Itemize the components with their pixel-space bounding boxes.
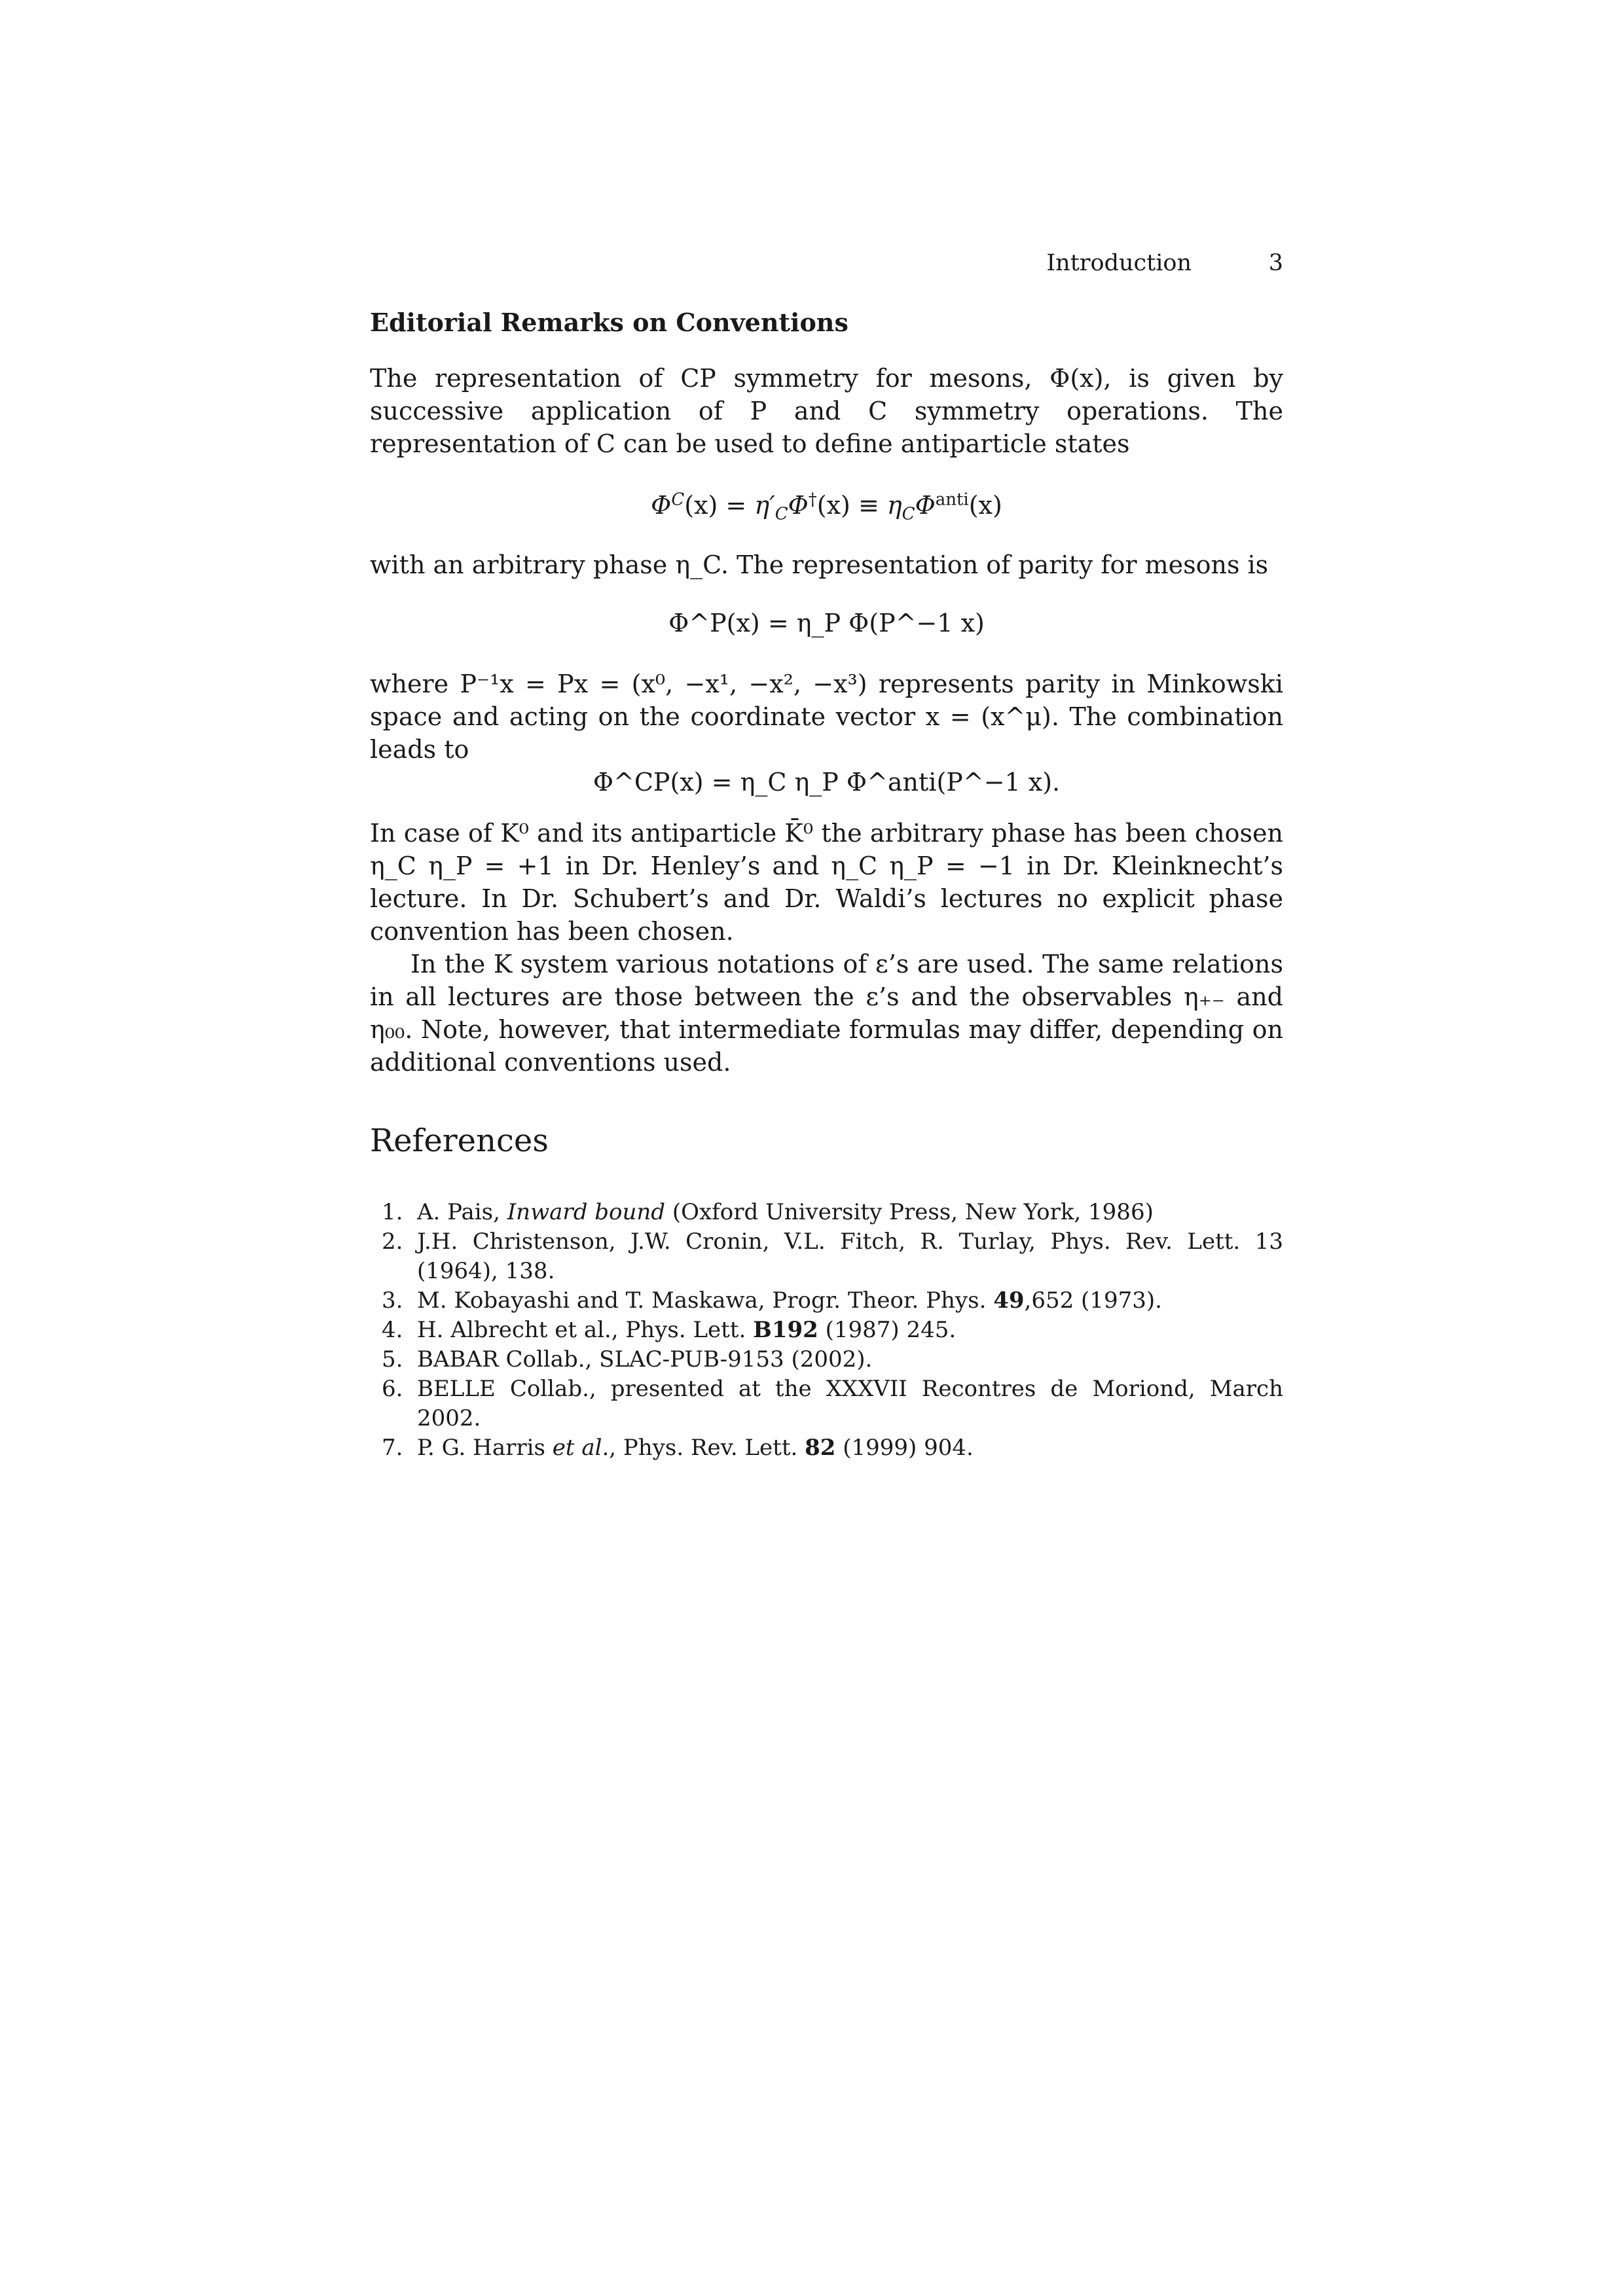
reference-volume: B192 bbox=[753, 1317, 818, 1343]
reference-publisher: (Oxford University Press, New York, 1986) bbox=[665, 1199, 1154, 1225]
eq1-eta-prime-sub: C bbox=[775, 504, 788, 524]
references-heading: References bbox=[370, 1122, 549, 1159]
reference-pages: (1987) 245. bbox=[818, 1317, 957, 1343]
eq1-lhs-sup: C bbox=[671, 490, 685, 510]
reference-text: J.H. Christenson, J.W. Cronin, V.L. Fitch, R. Turlay, Phys. Rev. Lett. 13 (1964), 138. bbox=[417, 1229, 1283, 1284]
eq1-anti-sup: anti bbox=[935, 490, 969, 510]
reference-number: 6. bbox=[382, 1376, 403, 1402]
reference-item bbox=[370, 1345, 1283, 1374]
paragraph-phase: with an arbitrary phase η_C. The representation of parity for mesons is bbox=[370, 550, 1269, 579]
equation-cp: Φ^CP(x) = η_C η_P Φ^anti(P^−1 x). bbox=[593, 768, 1061, 797]
eq1-lhs-arg: (x) = bbox=[684, 491, 755, 520]
eq1-phi-anti: Φ bbox=[915, 491, 936, 520]
reference-number: 3. bbox=[382, 1287, 403, 1314]
reference-volume: 49 bbox=[993, 1287, 1025, 1314]
eq1-anti-arg: (x) bbox=[968, 491, 1002, 520]
reference-authors: A. Pais, bbox=[417, 1199, 507, 1225]
reference-item bbox=[370, 1316, 1283, 1345]
paragraph-intro: The representation of CP symmetry for mesons, Φ(x), is given by successive application of P and C symmetry operations. The representation of C can be used to define antiparticle states bbox=[370, 364, 1283, 458]
reference-number: 2. bbox=[382, 1229, 403, 1255]
reference-journal: , Phys. Rev. Lett. bbox=[609, 1435, 805, 1461]
reference-item bbox=[370, 1286, 1283, 1316]
reference-item bbox=[370, 1433, 1283, 1463]
reference-text: M. Kobayashi and T. Maskawa, Progr. Theor. Phys. bbox=[417, 1287, 994, 1314]
reference-volume: 82 bbox=[805, 1435, 836, 1461]
reference-title: Inward bound bbox=[507, 1199, 666, 1225]
reference-number: 7. bbox=[382, 1435, 403, 1461]
reference-text: BELLE Collab., presented at the XXXVII Recontres de Moriond, March 2002. bbox=[417, 1376, 1283, 1431]
reference-pages: ,652 (1973). bbox=[1024, 1287, 1162, 1314]
reference-item bbox=[370, 1198, 1283, 1227]
eq1-dagger-arg: (x) ≡ bbox=[816, 491, 887, 520]
eq1-eta-sub: C bbox=[902, 504, 915, 524]
paragraph-parity: where P⁻¹x = Px = (x⁰, −x¹, −x², −x³) represents parity in Minkowski space and acting on the coordinate vector x = (x^μ). The combination leads to bbox=[370, 670, 1283, 764]
references-list bbox=[370, 1198, 1283, 1463]
eq1-eta-prime: η′ bbox=[754, 491, 775, 520]
running-head-title: Introduction bbox=[1046, 250, 1192, 276]
reference-text: BABAR Collab., SLAC-PUB-9153 (2002). bbox=[417, 1346, 873, 1372]
reference-item bbox=[370, 1374, 1283, 1433]
paragraph-epsilon: In the K system various notations of ε’s are used. The same relations in all lectures are those between the ε’s and the observables η₊₋ and η₀₀. Note, however, that intermediate formulas may differ, depending on additional conventions used. bbox=[370, 950, 1283, 1077]
reference-text: H. Albrecht et al., Phys. Lett. bbox=[417, 1317, 754, 1343]
equation-parity: Φ^P(x) = η_P Φ(P^−1 x) bbox=[668, 609, 985, 637]
eq1-lhs: Φ bbox=[651, 491, 672, 520]
eq1-dagger-sup: † bbox=[808, 490, 817, 510]
reference-number: 5. bbox=[382, 1346, 403, 1372]
equation-charge-conjugation bbox=[370, 489, 1283, 522]
reference-number: 4. bbox=[382, 1317, 403, 1343]
section-title: Editorial Remarks on Conventions bbox=[370, 308, 848, 337]
reference-pages: (1999) 904. bbox=[835, 1435, 974, 1461]
eq1-phi-dagger: Φ bbox=[788, 491, 809, 520]
paragraph-k0-phase: In case of K⁰ and its antiparticle K̄⁰ the arbitrary phase has been chosen η_C η_P = +1 in Dr. Henley’s and η_C η_P = −1 in Dr. Kleinknecht’s lecture. In Dr. Schubert’s and Dr. Waldi’s lectures no explicit phase convention has been chosen. bbox=[370, 819, 1283, 946]
reference-authors: P. G. Harris bbox=[417, 1435, 553, 1461]
running-head bbox=[370, 250, 1283, 283]
reference-number: 1. bbox=[382, 1199, 403, 1225]
page-number: 3 bbox=[1268, 250, 1283, 276]
reference-item bbox=[370, 1227, 1283, 1286]
eq1-eta: η bbox=[886, 491, 902, 520]
reference-etal: et al. bbox=[552, 1435, 610, 1461]
